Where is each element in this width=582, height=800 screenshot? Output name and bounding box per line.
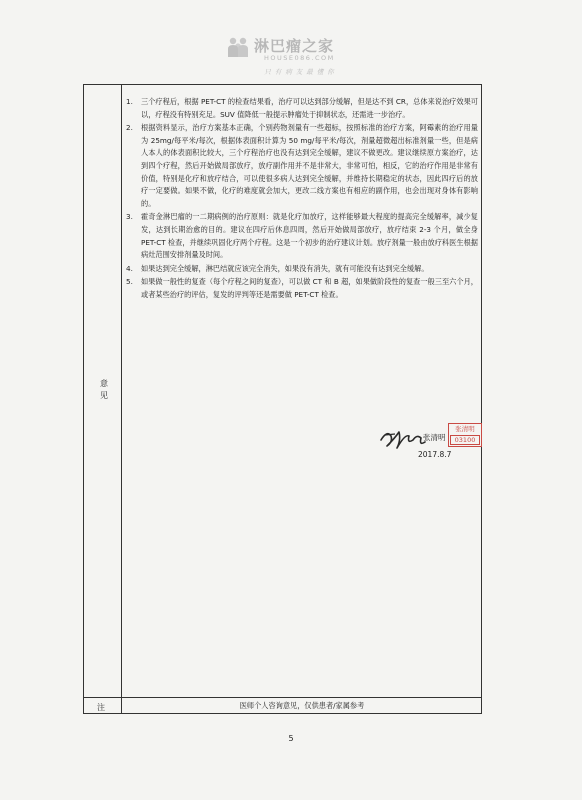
item-text: 如果达到完全缓解，淋巴结就应该完全消失，如果没有消失，就有可能没有达到完全缓解。 <box>141 263 429 273</box>
logo-domain: HOUSE086.COM <box>264 54 335 62</box>
family-logo-icon <box>226 35 250 59</box>
note-label: 注 <box>97 703 105 712</box>
doctor-seal-stamp <box>448 423 482 447</box>
logo-name: 淋巴瘤之家 <box>254 37 335 55</box>
opinion-label: 意见 <box>100 379 108 400</box>
item-number: 5. <box>126 277 133 287</box>
list-item <box>126 263 478 276</box>
note-text: 医师个人咨询意见，仅供患者/家属参考 <box>239 701 365 710</box>
opinion-list <box>126 96 478 303</box>
item-text: 根据资料显示，治疗方案基本正确，个别药物剂量有一些超标，按照标准的治疗方案，阿霉素的治疗用量为 25mg/每平米/每次，根据体表面积计算为 50 mg/每平米/每次，剂量超微超出标准剂量一些，但是病人本人的体表面积比较大，三个疗程治疗也没有达到完全缓解，建议不做更改。建议继续原方案治疗，达到四个疗程，然后开始做局部放疗，放疗副作用并不是非常大，非常可怕，相反，它的治疗作用是非常有价值，特别是化疗和放疗结合，可以使很多病人达到完全缓解，并维持长期稳定的状态，因此四疗后的放疗一定要做。如果不做，化疗的难度就会加大，更改二线方案也有相应的副作用，也会出现对身体有影响的。 <box>141 123 478 208</box>
handwritten-signature <box>377 426 429 452</box>
item-text: 如果做一般性的复查（每个疗程之间的复查），可以做 CT 和 B 超，如果做阶段性的复查一般三至六个月，或者某些治疗的评估，复发的评判等还是需要做 PET-CT 检查。 <box>141 277 478 299</box>
item-number: 4. <box>126 263 133 273</box>
site-logo <box>226 33 376 83</box>
logo-slogan: 只有病友最懂你 <box>264 68 338 76</box>
item-number: 1. <box>126 97 133 106</box>
page-number: 5 <box>288 734 294 743</box>
list-item <box>126 276 478 301</box>
list-item <box>126 122 478 210</box>
list-item <box>126 211 478 261</box>
stamp-code: 03100 <box>450 435 480 445</box>
table-row-divider <box>83 697 482 698</box>
list-item <box>126 96 478 121</box>
doctor-name: 张清明 <box>423 433 446 442</box>
item-text: 霍奇金淋巴瘤的一二期病例的治疗原则：就是化疗加放疗，这样能够最大程度的提高完全缓解率，减少复发，达到长期治愈的目的。建议在四疗后休息四周，然后开始做局部放疗，放疗结束 2-3 个月，做全身 PET-CT 检查，并继续巩固化疗两个疗程。这是一个初步的治疗建议计划。放疗剂量一般由放疗科医生根据病灶范围安排剂量及时间。 <box>141 212 478 260</box>
item-number: 3. <box>126 212 133 222</box>
item-text: 三个疗程后，根据 PET-CT 的检查结果看，治疗可以达到部分缓解，但是达不到 CR，总体来说治疗效果可以，疗程没有特别充足。SUV 值降低一般提示肿瘤处于抑制状态，还需进一步治疗。 <box>141 97 478 119</box>
stamp-name: 张清明 <box>455 425 475 433</box>
item-number: 2. <box>126 123 133 133</box>
table-column-divider <box>121 84 122 714</box>
signature-date: 2017.8.7 <box>418 450 452 459</box>
